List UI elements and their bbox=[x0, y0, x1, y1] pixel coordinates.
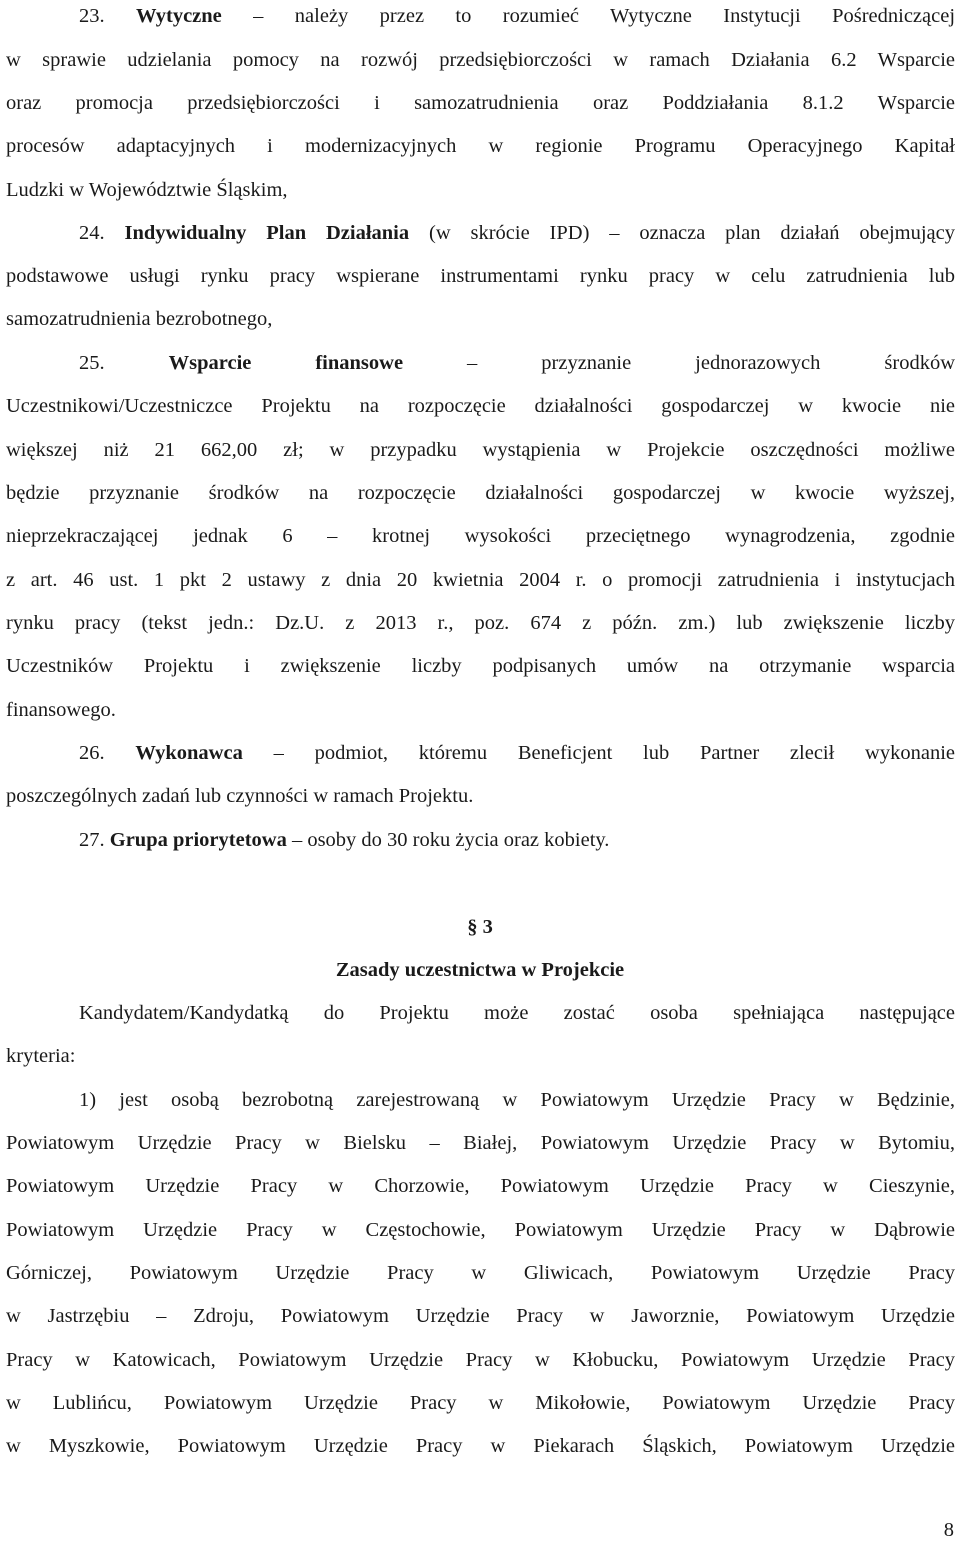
item-25-term: Wsparcie finansowe bbox=[168, 352, 404, 374]
item-24-text: (w skrócie IPD) – oznacza plan działań obejmujący bbox=[429, 222, 956, 244]
item-25-text: – przyznanie jednorazowych środków bbox=[467, 352, 955, 374]
item-25-number: 25. bbox=[79, 352, 105, 374]
criterion-1-line-6: w Jastrzębiu – Zdroju, Powiatowym Urzędzie Pracy w Jaworznie, Powiatowym Urzędzie bbox=[6, 1305, 955, 1327]
item-23-number: 23. bbox=[79, 5, 105, 27]
page-number: 8 bbox=[943, 1519, 954, 1541]
criterion-1-line-9: w Myszkowie, Powiatowym Urzędzie Pracy w Piekarach Śląskich, Powiatowym Urzędzie bbox=[6, 1435, 955, 1457]
criterion-1-line-2: Powiatowym Urzędzie Pracy w Bielsku – Białej, Powiatowym Urzędzie Pracy w Bytomiu, bbox=[6, 1132, 955, 1154]
item-24-line-3: samozatrudnienia bezrobotnego, bbox=[6, 308, 273, 330]
item-24-line-1 bbox=[79, 221, 955, 245]
item-23-text: – należy przez to rozumieć Wytyczne Instytucji Pośredniczącej bbox=[253, 5, 956, 27]
criterion-1-line-4: Powiatowym Urzędzie Pracy w Częstochowie, Powiatowym Urzędzie Pracy w Dąbrowie bbox=[6, 1219, 955, 1241]
item-23-line-3: oraz promocja przedsiębiorczości i samozatrudnienia oraz Poddziałania 8.1.2 Wsparcie bbox=[6, 92, 955, 114]
criterion-1-line-5: Górniczej, Powiatowym Urzędzie Pracy w Gliwicach, Powiatowym Urzędzie Pracy bbox=[6, 1262, 955, 1284]
item-25-line-1 bbox=[79, 351, 955, 375]
item-25-line-9: finansowego. bbox=[6, 699, 116, 721]
section-intro-line-2: kryteria: bbox=[6, 1045, 76, 1067]
item-25-line-7: rynku pracy (tekst jedn.: Dz.U. z 2013 r., poz. 674 z późn. zm.) lub zwiększenie liczby bbox=[6, 612, 955, 634]
item-25-line-8: Uczestników Projektu i zwiększenie liczby podpisanych umów na otrzymanie wsparcia bbox=[6, 655, 955, 677]
item-26-line-2: poszczególnych zadań lub czynności w ramach Projektu. bbox=[6, 785, 474, 807]
item-27-number: 27. bbox=[79, 829, 105, 851]
item-23-line-5: Ludzki w Województwie Śląskim, bbox=[6, 179, 288, 201]
section-symbol: § 3 bbox=[467, 916, 493, 938]
item-24-term: Indywidualny Plan Działania bbox=[124, 222, 410, 244]
item-25-line-6: z art. 46 ust. 1 pkt 2 ustawy z dnia 20 kwietnia 2004 r. o promocji zatrudnienia i instytucjach bbox=[6, 569, 955, 591]
item-23-line-1 bbox=[79, 4, 955, 28]
item-27-line-1 bbox=[79, 828, 955, 852]
item-24-line-2: podstawowe usługi rynku pracy wspierane instrumentami rynku pracy w celu zatrudnienia lub bbox=[6, 265, 955, 287]
item-25-line-5: nieprzekraczającej jednak 6 – krotnej wysokości przeciętnego wynagrodzenia, zgodnie bbox=[6, 525, 955, 547]
item-26-text: – podmiot, któremu Beneficjent lub Partner zlecił wykonanie bbox=[273, 742, 956, 764]
item-26-term: Wykonawca bbox=[135, 742, 243, 764]
item-27-term: Grupa priorytetowa bbox=[109, 829, 287, 851]
section-title-row bbox=[0, 958, 960, 982]
item-25-line-2: Uczestnikowi/Uczestniczce Projektu na rozpoczęcie działalności gospodarczej w kwocie nie bbox=[6, 395, 955, 417]
item-24-number: 24. bbox=[79, 222, 105, 244]
section-symbol-row bbox=[0, 915, 960, 939]
item-23-line-4: procesów adaptacyjnych i modernizacyjnych w regionie Programu Operacyjnego Kapitał bbox=[6, 135, 955, 157]
item-23-line-2: w sprawie udzielania pomocy na rozwój przedsiębiorczości w ramach Działania 6.2 Wsparcie bbox=[6, 49, 955, 71]
item-25-line-3: większej niż 21 662,00 zł; w przypadku wystąpienia w Projekcie oszczędności możliwe bbox=[6, 439, 955, 461]
criterion-1-line-7: Pracy w Katowicach, Powiatowym Urzędzie Pracy w Kłobucku, Powiatowym Urzędzie Pracy bbox=[6, 1349, 955, 1371]
item-26-line-1 bbox=[79, 741, 955, 765]
item-26-number: 26. bbox=[79, 742, 105, 764]
criterion-1-line-8: w Lublińcu, Powiatowym Urzędzie Pracy w Mikołowie, Powiatowym Urzędzie Pracy bbox=[6, 1392, 955, 1414]
section-title: Zasady uczestnictwa w Projekcie bbox=[335, 959, 625, 981]
criterion-1-line-1: 1) jest osobą bezrobotną zarejestrowaną w Powiatowym Urzędzie Pracy w Będzinie, bbox=[79, 1089, 955, 1111]
item-27-text: – osoby do 30 roku życia oraz kobiety. bbox=[291, 829, 610, 851]
section-intro-line-1: Kandydatem/Kandydatką do Projektu może zostać osoba spełniająca następujące bbox=[79, 1002, 955, 1024]
criterion-1-line-3: Powiatowym Urzędzie Pracy w Chorzowie, Powiatowym Urzędzie Pracy w Cieszynie, bbox=[6, 1175, 955, 1197]
item-25-line-4: będzie przyznanie środków na rozpoczęcie działalności gospodarczej w kwocie wyższej, bbox=[6, 482, 955, 504]
item-23-term: Wytyczne bbox=[136, 5, 222, 27]
